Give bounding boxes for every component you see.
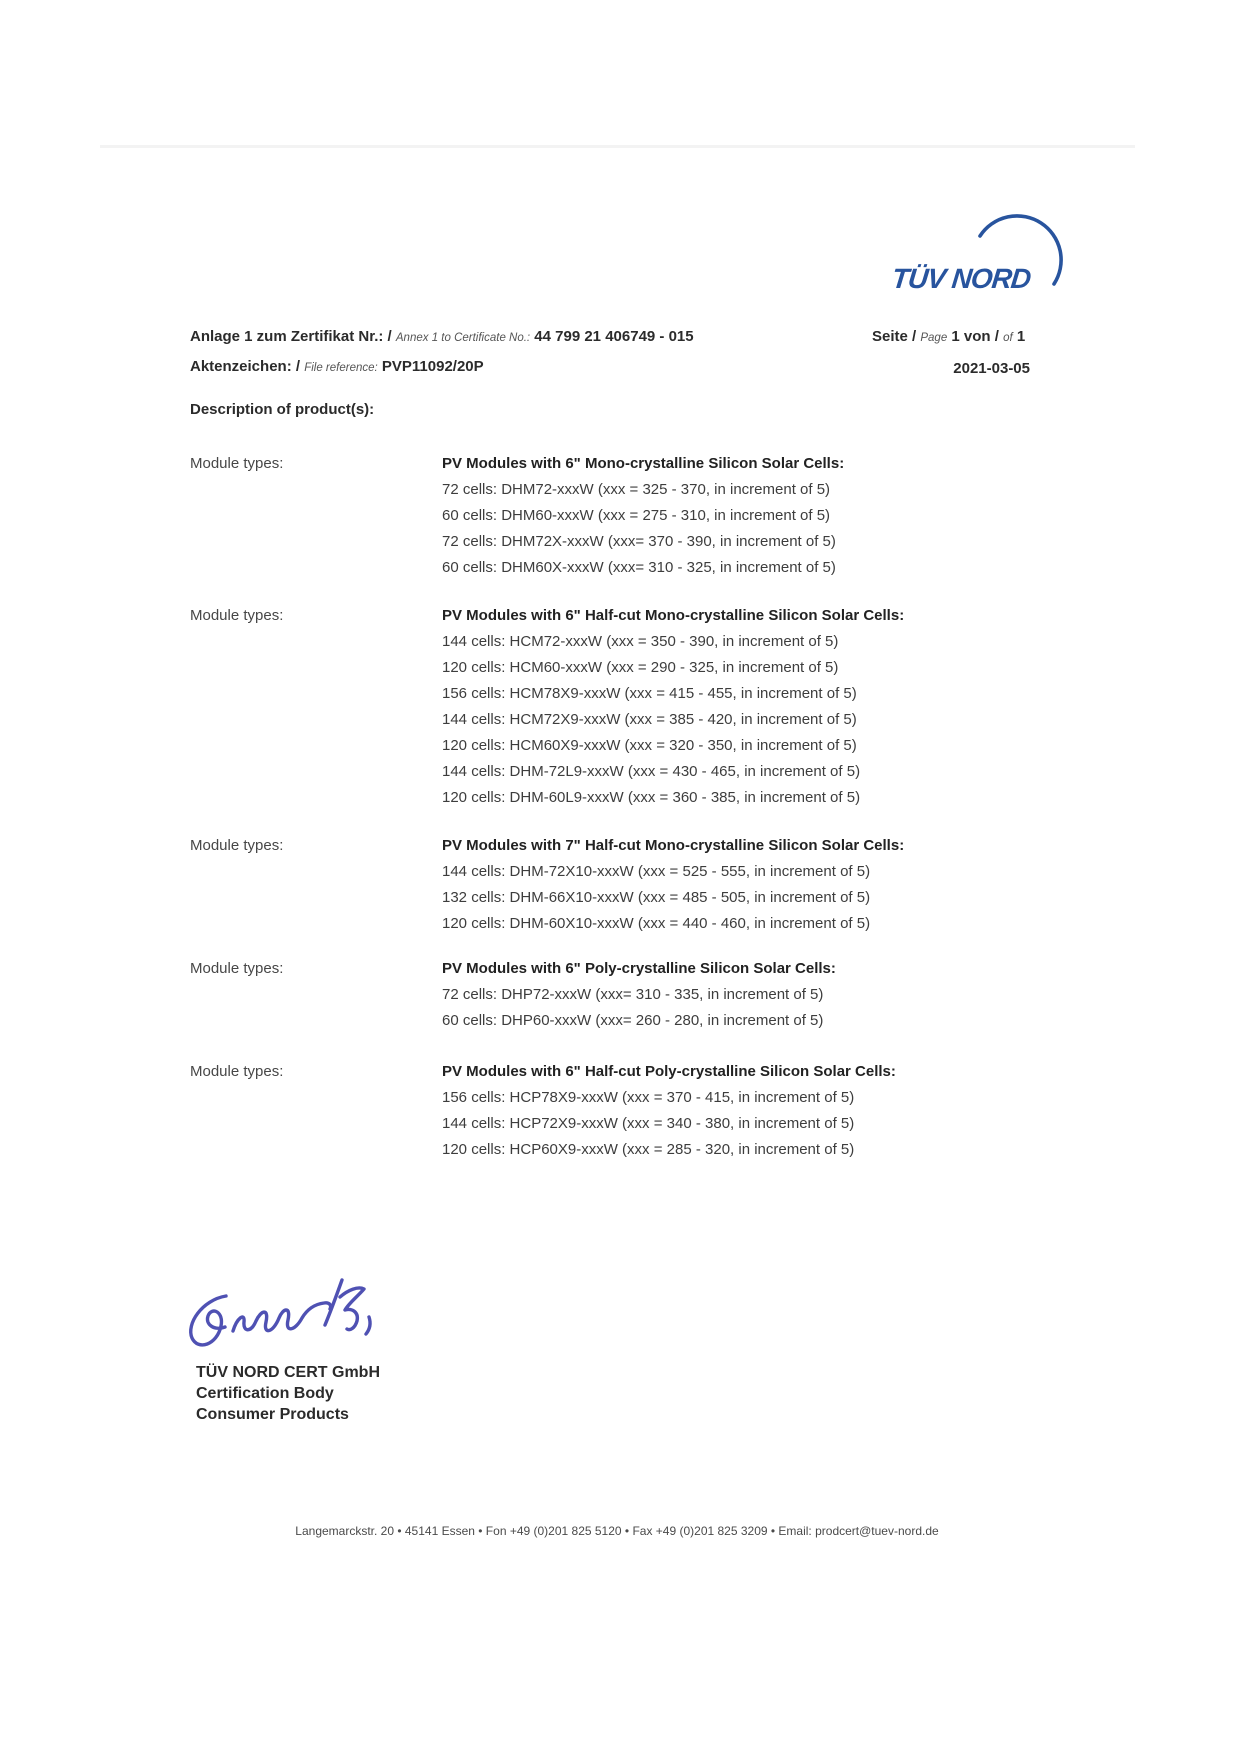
module-types-label: Module types: — [190, 455, 284, 472]
seite-label: Seite / — [872, 328, 917, 345]
signatory-body: Certification Body — [196, 1385, 334, 1402]
signatory-block — [196, 1362, 380, 1425]
description-heading: Description of product(s): — [190, 401, 375, 418]
module-types-label: Module types: — [190, 837, 284, 854]
module-types-label: Module types: — [190, 960, 284, 977]
module-line: 72 cells: DHM72X-xxxW (xxx= 370 - 390, in increment of 5) — [442, 533, 836, 550]
module-line: 120 cells: DHM-60L9-xxxW (xxx = 360 - 385, in increment of 5) — [442, 789, 861, 806]
module-line: 60 cells: DHP60-xxxW (xxx= 260 - 280, in increment of 5) — [442, 1012, 824, 1029]
module-line: 144 cells: DHM-72L9-xxxW (xxx = 430 - 465, in increment of 5) — [442, 763, 861, 780]
module-line: 156 cells: HCM78X9-xxxW (xxx = 415 - 455, in increment of 5) — [442, 685, 857, 702]
module-line: 132 cells: DHM-66X10-xxxW (xxx = 485 - 505, in increment of 5) — [442, 889, 871, 906]
file-reference-line — [190, 358, 484, 375]
module-types-label: Module types: — [190, 607, 284, 624]
module-block-2 — [190, 603, 1110, 811]
tuv-nord-logo — [880, 195, 1095, 310]
module-line: 156 cells: HCP78X9-xxxW (xxx = 370 - 415, in increment of 5) — [442, 1089, 855, 1106]
of-label-italic: of — [1003, 332, 1013, 344]
annex-label-en: Annex 1 to Certificate No.: — [395, 332, 531, 344]
module-line: 60 cells: DHM60-xxxW (xxx = 275 - 310, in increment of 5) — [442, 507, 831, 524]
module-line: 144 cells: HCM72-xxxW (xxx = 350 - 390, in increment of 5) — [442, 633, 839, 650]
block-title: PV Modules with 7" Half-cut Mono-crystalline Silicon Solar Cells: — [442, 837, 905, 854]
module-line: 144 cells: DHM-72X10-xxxW (xxx = 525 - 555, in increment of 5) — [442, 863, 871, 880]
module-types-label: Module types: — [190, 1063, 284, 1080]
file-reference-label-de: Aktenzeichen: / — [190, 358, 301, 375]
file-reference-label-en: File reference: — [304, 362, 378, 374]
signatory-company: TÜV NORD CERT GmbH — [196, 1364, 380, 1381]
module-line: 120 cells: HCP60X9-xxxW (xxx = 285 - 320, in increment of 5) — [442, 1141, 855, 1158]
module-line: 72 cells: DHP72-xxxW (xxx= 310 - 335, in increment of 5) — [442, 986, 824, 1003]
scan-edge-line — [100, 145, 1135, 148]
logo-wordmark: TÜV NORD — [890, 263, 1032, 294]
module-block-1 — [190, 451, 1110, 581]
signature-image — [180, 1272, 415, 1364]
module-block-3 — [190, 833, 1110, 937]
page-label-italic: Page — [920, 332, 948, 344]
certificate-number: 44 799 21 406749 - 015 — [534, 328, 694, 345]
annex-label-de: Anlage 1 zum Zertifikat Nr.: / — [190, 328, 392, 345]
block-title: PV Modules with 6" Half-cut Poly-crystalline Silicon Solar Cells: — [442, 1063, 896, 1080]
module-line: 120 cells: DHM-60X10-xxxW (xxx = 440 - 460, in increment of 5) — [442, 915, 871, 932]
signatory-department: Consumer Products — [196, 1406, 349, 1423]
module-line: 60 cells: DHM60X-xxxW (xxx= 310 - 325, in increment of 5) — [442, 559, 836, 576]
issue-date: 2021-03-05 — [953, 360, 1030, 377]
block-title: PV Modules with 6" Poly-crystalline Silicon Solar Cells: — [442, 960, 836, 977]
page-total: 1 — [1016, 328, 1026, 345]
page-number: 1 von / — [951, 328, 999, 345]
module-block-5 — [190, 1059, 1110, 1163]
block-title: PV Modules with 6" Mono-crystalline Silicon Solar Cells: — [442, 455, 845, 472]
module-line: 120 cells: HCM60X9-xxxW (xxx = 320 - 350, in increment of 5) — [442, 737, 857, 754]
block-title: PV Modules with 6" Half-cut Mono-crystalline Silicon Solar Cells: — [442, 607, 905, 624]
footer-address: Langemarckstr. 20 • 45141 Essen • Fon +49 (0)201 825 5120 • Fax +49 (0)201 825 3209 • Email: prodcert@tuev-nord.de — [295, 1524, 939, 1538]
page-number-line — [872, 328, 1030, 345]
module-block-4 — [190, 956, 1110, 1034]
module-line: 144 cells: HCP72X9-xxxW (xxx = 340 - 380, in increment of 5) — [442, 1115, 855, 1132]
module-line: 120 cells: HCM60-xxxW (xxx = 290 - 325, in increment of 5) — [442, 659, 839, 676]
module-line: 72 cells: DHM72-xxxW (xxx = 325 - 370, in increment of 5) — [442, 481, 831, 498]
module-line: 144 cells: HCM72X9-xxxW (xxx = 385 - 420, in increment of 5) — [442, 711, 857, 728]
annex-reference-line — [190, 328, 694, 345]
file-reference-value: PVP11092/20P — [381, 358, 484, 375]
